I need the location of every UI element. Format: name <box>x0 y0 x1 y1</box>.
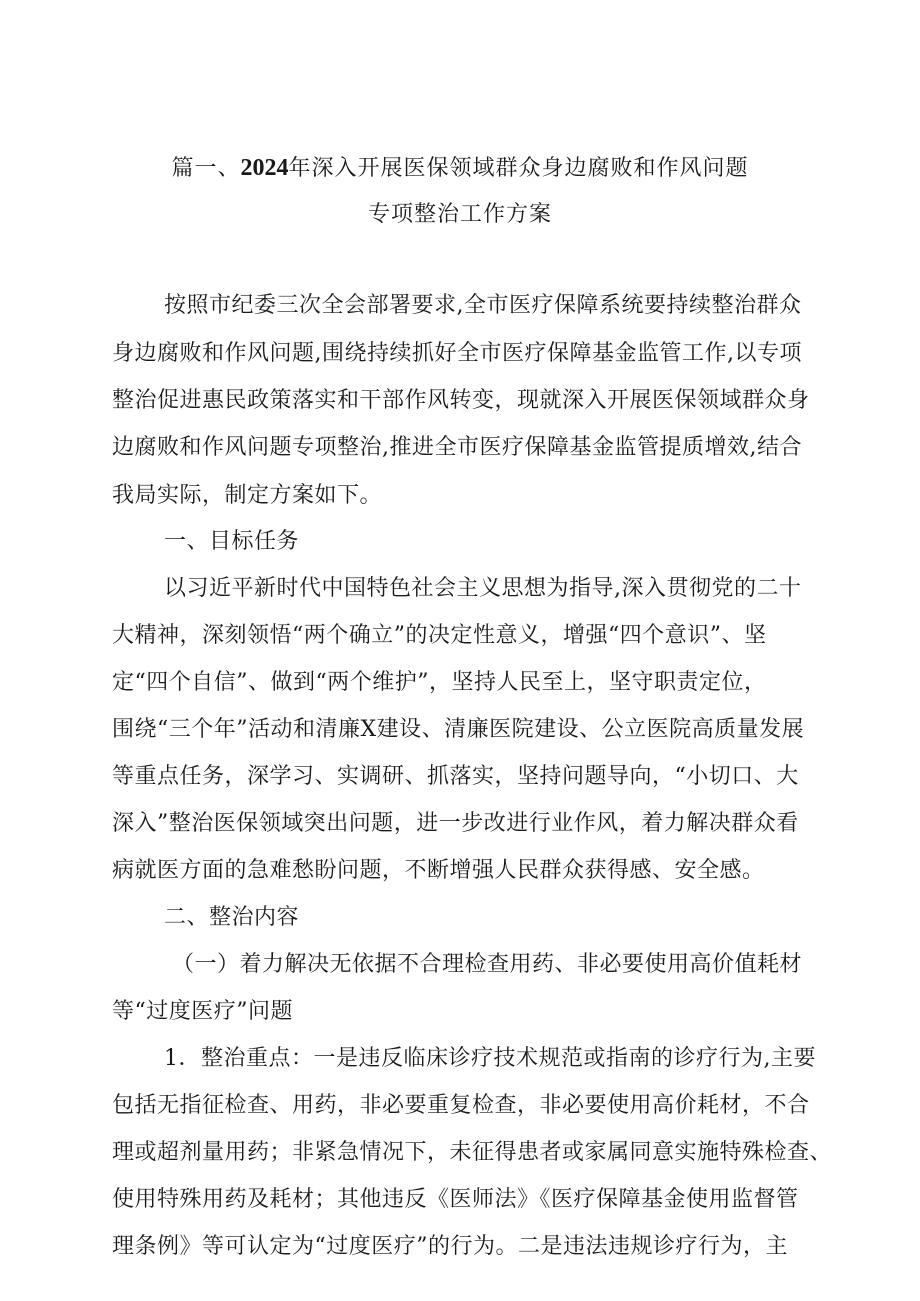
paragraph-line-goals-6: 深入”整治医保领域突出问题，进一步改进行业作风，着力解决群众看 <box>112 811 799 836</box>
title-prefix: 篇一、 <box>171 156 241 181</box>
paragraph-line-goals-1: 以习近平新时代中国特色社会主义思想为指导,深入贯彻党的二十 <box>164 576 802 601</box>
paragraph-line-intro-1: 按照市纪委三次全会部署要求,全市医疗保障系统要持续整治群众 <box>164 293 802 318</box>
paragraph-line-goals-5: 等重点任务，深学习、实调研、抓落实，坚持问题导向，“小切口、大 <box>112 764 799 789</box>
paragraph-line-intro-4: 边腐败和作风问题专项整治,推进全市医疗保障基金监管提质增效,结合 <box>112 435 802 460</box>
title-year: 2024 <box>240 155 289 181</box>
section-heading-goals: 一、目标任务 <box>164 529 300 554</box>
paragraph-line-focus-4: 使用特殊用药及耗材；其他违反《医师法》《医疗保障基金使用监督管 <box>112 1187 799 1212</box>
paragraph-line-intro-5: 我局实际，制定方案如下。 <box>112 483 383 508</box>
document-title-line-1 <box>0 153 920 184</box>
paragraph-line-focus-3: 理或超剂量用药；非紧急情况下，未征得患者或家属同意实施特殊检查、 <box>112 1140 833 1165</box>
section-heading-content: 二、整治内容 <box>164 905 300 930</box>
paragraph-line-goals-2: 大精神，深刻领悟“两个确立”的决定性意义，增强“四个意识”、坚 <box>112 623 767 648</box>
paragraph-line-goals-4: 围绕“三个年”活动和清廉X建设、清廉医院建设、公立医院高质量发展 <box>112 717 805 742</box>
paragraph-line-focus-5: 理条例》等可认定为“过度医疗”的行为。二是违法违规诊疗行为，主 <box>112 1234 788 1259</box>
title-suffix: 年深入开展医保领域群众身边腐败和作风问题 <box>288 156 749 181</box>
paragraph-line-goals-3: 定“四个自信”、做到“两个维护”，坚持人民至上，坚守职责定位， <box>112 670 767 695</box>
subsection-heading-1-line-2: 等“过度医疗”问题 <box>112 999 293 1024</box>
document-title-line-2: 专项整治工作方案 <box>367 202 552 227</box>
paragraph-line-goals-7: 病就医方面的急难愁盼问题，不断增强人民群众获得感、安全感。 <box>112 858 765 883</box>
subsection-heading-1-line-1: （一）着力解决无依据不合理检查用药、非必要使用高价值耗材 <box>172 952 803 977</box>
paragraph-line-focus-1: 1．整治重点：一是违反临床诊疗技术规范或指南的诊疗行为,主要 <box>164 1046 816 1071</box>
paragraph-line-focus-2: 包括无指征检查、用药，非必要重复检查，非必要使用高价耗材，不合 <box>112 1093 810 1118</box>
paragraph-line-intro-3: 整治促进惠民政策落实和干部作风转变，现就深入开展医保领域群众身 <box>112 388 810 413</box>
paragraph-line-intro-2: 身边腐败和作风问题,围绕持续抓好全市医疗保障基金监管工作,以专项 <box>112 341 802 366</box>
